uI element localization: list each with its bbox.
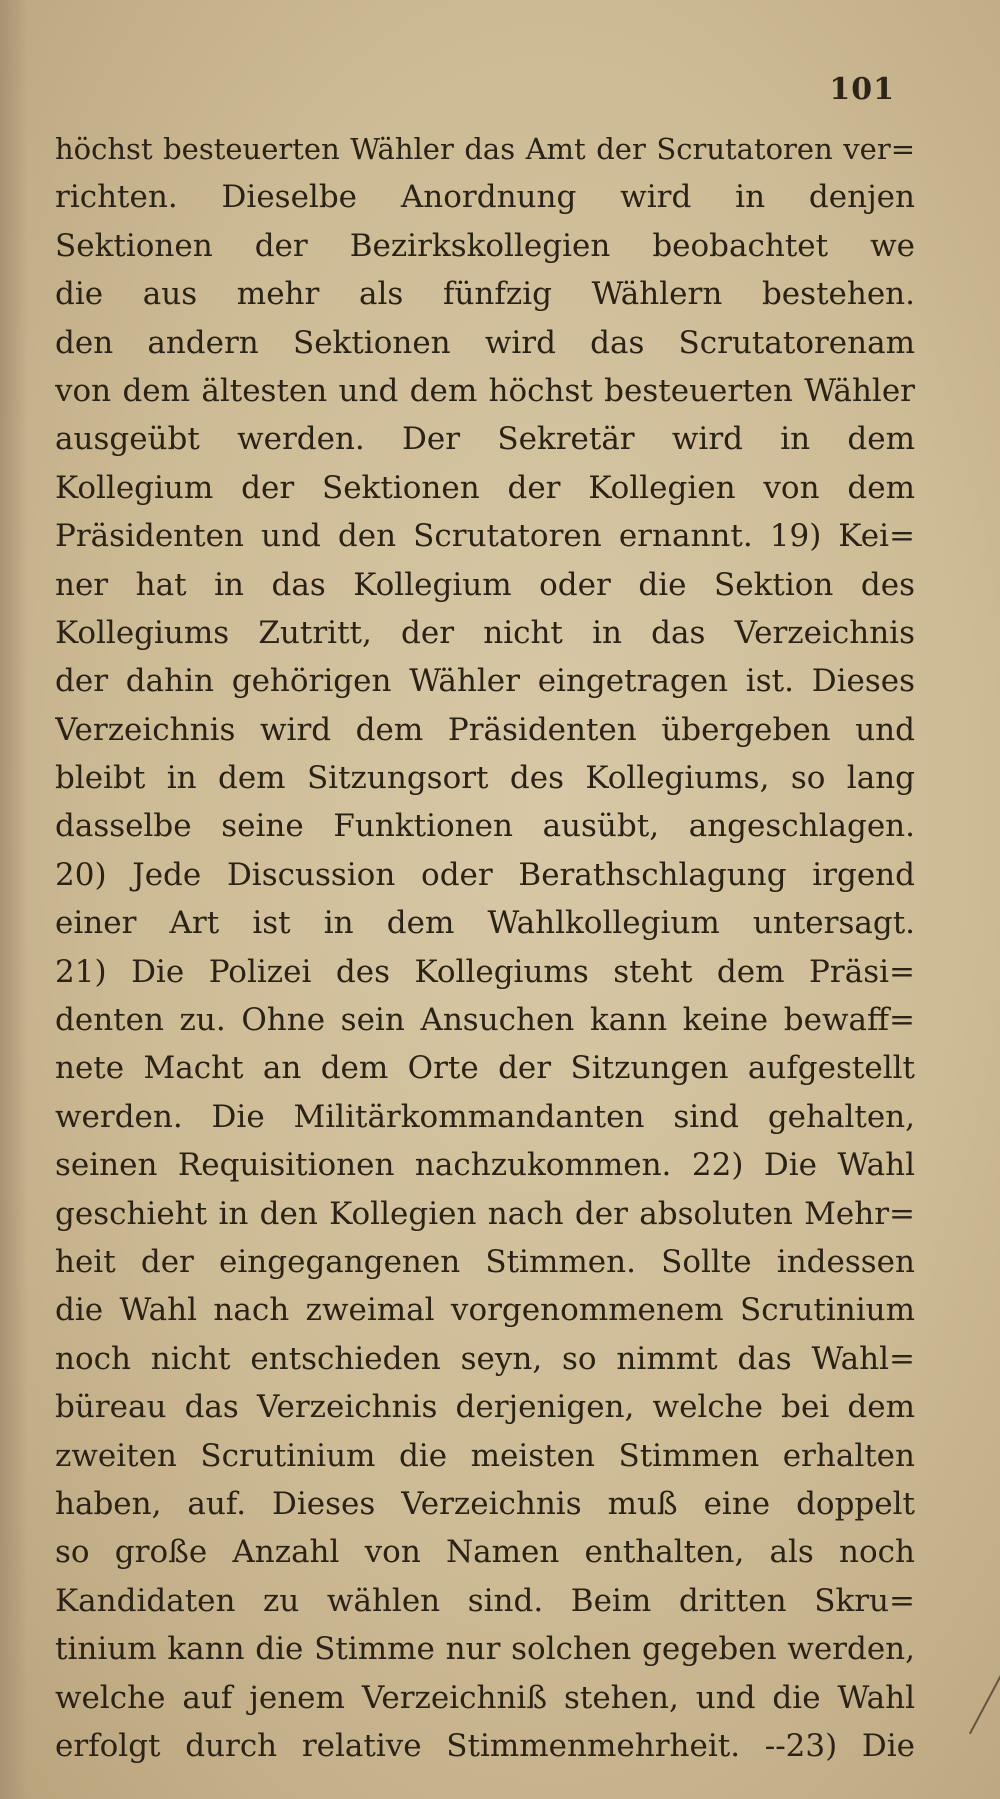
text-line: nete Macht an dem Orte der Sitzungen aufgestellt <box>55 1050 915 1087</box>
text-line: bleibt in dem Sitzungsort des Kollegiums, so lang <box>55 760 915 797</box>
text-line: Präsidenten und den Scrutatoren ernannt. 19) Kei= <box>55 518 915 555</box>
text-line: Sektionen der Bezirkskollegien beobachtet we <box>55 227 915 264</box>
text-line: 20) Jede Discussion oder Berathschlagung irgend <box>55 856 915 893</box>
text-line: erfolgt durch relative Stimmenmehrheit. --23) Die <box>55 1727 915 1764</box>
body-text <box>55 125 915 1770</box>
text-line: geschieht in den Kollegien nach der absoluten Mehr= <box>55 1195 915 1232</box>
text-line: haben, auf. Dieses Verzeichnis muß eine doppelt <box>55 1485 915 1522</box>
text-line: ner hat in das Kollegium oder die Sektion des <box>55 566 915 603</box>
text-line: richten. Dieselbe Anordnung wird in denjen <box>55 179 915 216</box>
text-line: dasselbe seine Funktionen ausübt, angeschlagen. <box>55 808 915 845</box>
text-line: der dahin gehörigen Wähler eingetragen ist. Dieses <box>55 663 915 700</box>
text-line: Kollegium der Sektionen der Kollegien von dem <box>55 469 915 506</box>
text-line: Kandidaten zu wählen sind. Beim dritten Skru= <box>55 1582 915 1619</box>
text-line: die Wahl nach zweimal vorgenommenem Scrutinium <box>55 1292 915 1329</box>
text-line: den andern Sektionen wird das Scrutatorenam <box>55 324 915 361</box>
text-line: denten zu. Ohne sein Ansuchen kann keine bewaff= <box>55 1002 915 1039</box>
text-line: noch nicht entschieden seyn, so nimmt das Wahl= <box>55 1340 915 1377</box>
text-line: tinium kann die Stimme nur solchen gegeben werden, <box>55 1631 915 1668</box>
text-line: Verzeichnis wird dem Präsidenten übergeben und <box>55 711 915 748</box>
text-line: welche auf jenem Verzeichniß stehen, und die Wahl <box>55 1679 915 1716</box>
page-number: 101 <box>829 72 895 107</box>
text-line: die aus mehr als fünfzig Wählern bestehen. <box>55 276 915 313</box>
text-line: höchst besteuerten Wähler das Amt der Scrutatoren ver= <box>55 132 915 166</box>
text-line: so große Anzahl von Namen enthalten, als noch <box>55 1534 915 1571</box>
text-line: einer Art ist in dem Wahlkollegium untersagt. <box>55 905 915 942</box>
text-line: von dem ältesten und dem höchst besteuerten Wähler <box>55 372 915 409</box>
text-line: seinen Requisitionen nachzukommen. 22) Die Wahl <box>55 1147 915 1184</box>
text-line: ausgeübt werden. Der Sekretär wird in dem <box>55 421 915 458</box>
text-line: zweiten Scrutinium die meisten Stimmen erhalten <box>55 1437 915 1474</box>
text-line: büreau das Verzeichnis derjenigen, welche bei dem <box>55 1389 915 1426</box>
page-spine-shadow <box>0 0 28 1799</box>
text-line: heit der eingegangenen Stimmen. Sollte indessen <box>55 1243 915 1280</box>
text-line: Kollegiums Zutritt, der nicht in das Verzeichnis <box>55 614 915 651</box>
text-line: 21) Die Polizei des Kollegiums steht dem Präsi= <box>55 953 915 990</box>
text-line: werden. Die Militärkommandanten sind gehalten, <box>55 1098 915 1135</box>
pencil-mark <box>969 1654 1000 1734</box>
